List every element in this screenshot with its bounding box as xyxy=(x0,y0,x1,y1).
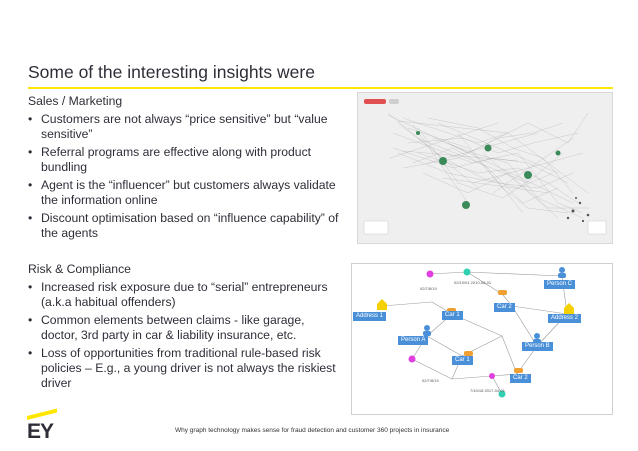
bullet-dot: • xyxy=(28,178,33,192)
logo-accent-bar xyxy=(27,409,57,420)
bullet-text: Referral programs are effective along with product bundling xyxy=(41,145,312,174)
graph-node xyxy=(524,171,532,179)
bullet-item xyxy=(28,145,341,175)
network-graph-screenshot xyxy=(357,92,613,244)
bullet-dot: • xyxy=(28,145,33,159)
node-label-car-1b: Car 1 xyxy=(452,356,473,365)
section-heading: Risk & Compliance xyxy=(28,262,131,276)
policy-node xyxy=(464,269,471,276)
graph-node xyxy=(416,131,420,135)
bullet-dot: • xyxy=(28,346,33,360)
node-label-car-2b: Car 2 xyxy=(510,374,531,383)
ey-logo xyxy=(27,416,67,448)
bullet-text: Increased risk exposure due to “serial” entrepreneurs (a.k.a habitual offenders) xyxy=(41,280,328,309)
edge-label: 02/7/8/19 xyxy=(422,378,439,383)
risk-compliance-section xyxy=(28,262,341,394)
claim-node xyxy=(409,356,416,363)
node-label-address-2: Address 2 xyxy=(548,314,581,323)
top-border xyxy=(0,0,638,6)
node-label-car-1: Car 1 xyxy=(442,311,463,320)
fraud-ring-graph-screenshot xyxy=(351,263,613,415)
node-label-person-c: Person C xyxy=(544,280,575,289)
bullet-item xyxy=(28,313,341,343)
bullet-dot: • xyxy=(28,211,33,225)
title-underline xyxy=(28,87,613,89)
bullet-item xyxy=(28,112,341,142)
graph-node xyxy=(462,201,470,209)
edge-label: 7/10/18 2017-04-01 xyxy=(470,388,505,393)
legend-box xyxy=(364,221,388,234)
logo-text: EY xyxy=(27,420,54,443)
bullet-item xyxy=(28,211,341,241)
node-label-person-b: Person B xyxy=(522,342,553,351)
bullet-text: Agent is the “influencer” but customers always validate the information online xyxy=(41,178,336,207)
bullet-item xyxy=(28,280,341,310)
section-heading: Sales / Marketing xyxy=(28,94,123,108)
bullet-item xyxy=(28,178,341,208)
node-label-address-1: Address 1 xyxy=(353,312,386,321)
edge-label: 02/7/8/19 xyxy=(420,286,437,291)
network-graph xyxy=(358,93,612,243)
bullet-text: Discount optimisation based on “influence capability” of the agents xyxy=(41,211,339,240)
bullet-dot: • xyxy=(28,112,33,126)
toolbar-pill xyxy=(364,99,386,104)
bullet-dot: • xyxy=(28,280,33,294)
page-title: Some of the interesting insights were xyxy=(28,62,315,82)
bullet-item xyxy=(28,346,341,391)
bullet-text: Loss of opportunities from traditional rule-based risk policies – E.g., a young driver is not always the riskiest driver xyxy=(41,346,336,390)
graph-node xyxy=(439,157,447,165)
bullet-text: Common elements between claims - like garage, doctor, 3rd party in car & liability insurance, etc. xyxy=(41,313,305,342)
bullet-text: Customers are not always “price sensitive” but “value sensitive” xyxy=(41,112,328,141)
claim-node xyxy=(489,373,495,379)
node-label-person-a: Person A xyxy=(398,336,428,345)
edge-label: 02/10/01 2010-08-01 xyxy=(454,280,492,285)
sales-marketing-section xyxy=(28,94,341,244)
bullet-dot: • xyxy=(28,313,33,327)
graph-node xyxy=(485,145,492,152)
graph-node xyxy=(556,151,561,156)
node-label-car-2: Car 2 xyxy=(494,303,515,312)
claim-node xyxy=(427,271,434,278)
slide-footer: Why graph technology makes sense for fraud detection and customer 360 projects in insurance xyxy=(175,427,450,434)
minimap-box xyxy=(588,221,606,234)
